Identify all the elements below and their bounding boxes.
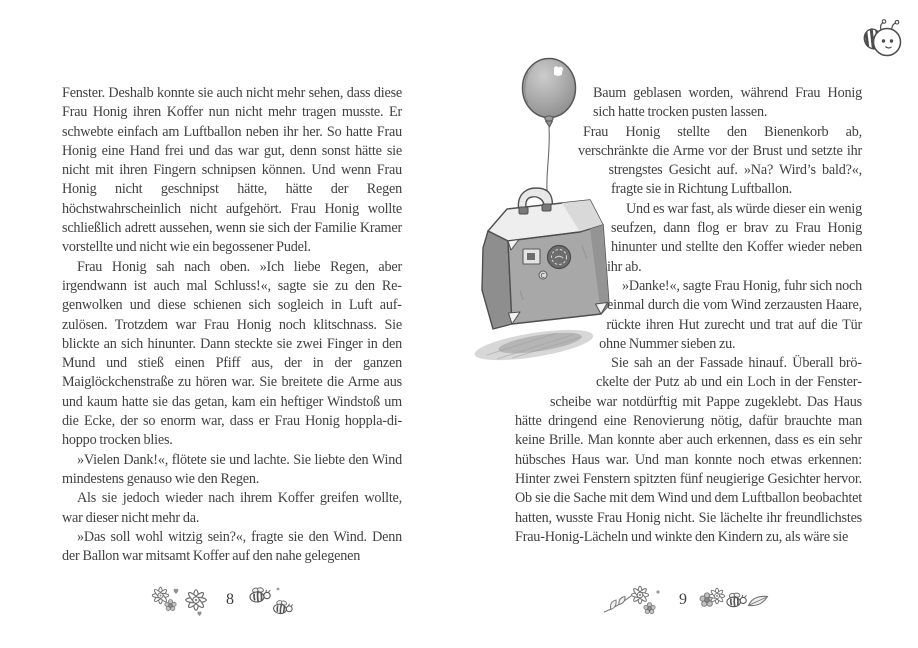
dot-icon xyxy=(656,590,659,593)
paragraph: »Vielen Dank!«, flötete sie und lachte. Sie liebte den Wind mindestens genauso wie den Regen. xyxy=(62,451,402,487)
page-number-right: 9 xyxy=(679,591,687,608)
flowers-bee-leaf-decoration xyxy=(699,582,771,618)
bee-icon xyxy=(250,587,271,602)
left-page-text xyxy=(62,84,402,566)
paragraph: »Danke!«, sagte Frau Honig, fuhr sich noch einmal durch die vom Wind zerzausten Haare, rückte ihren Hut zurecht und trat auf die Tür ohne Nummer sieben zu. xyxy=(599,277,862,352)
paragraph: Und es war fast, als würde dieser ein wenig seufzen, dann flog er brav zu Frau Honig hinunter und stellte den Koffer wieder neben ihr ab. xyxy=(607,200,862,275)
daisy-flower-icon xyxy=(709,588,725,604)
dot-icon xyxy=(277,588,280,591)
sprig-flowers-decoration xyxy=(603,582,667,618)
right-page-text xyxy=(515,84,862,547)
leaf-icon xyxy=(749,596,768,605)
small-flower-icon xyxy=(644,603,655,614)
paragraph: Fenster. Deshalb konnte sie auch nicht mehr sehen, dass diese Frau Honig ihren Koffer nun nicht mehr tragen musste. Er schwebte einfach am Luftballon neben ihr her. So hatte Frau Honig eine Hand frei und das war gut, denn sonst hätte sie nicht mit ihren Fingern schnipsen können. Und wenn Frau Honig nicht geschnipst hätte, hätte der Regen höchstwahrscheinlich nicht aufgehört. Frau Honig wollte schließlich adrett aussehen, wenn sie sich der Familie Kramer vorstellte und nicht wie ein begossener Pudel. xyxy=(62,85,402,256)
bee-icon xyxy=(727,593,747,607)
page-number-left: 8 xyxy=(226,591,234,608)
bees-decoration xyxy=(246,582,298,618)
leaf-sprig-icon xyxy=(604,596,631,612)
paragraph: Sie sah an der Fassade hinauf. Überall bröckelte der Putz ab und ein Loch in der Fensterscheibe war notdürftig mit Pappe zugeklebt. Das Haus hätte dringend eine Renovierung nötig, dafür brauchte man keine Brille. Man konnte aber auch erkennen, dass es ein sehr hübsches Haus war. Und man konnte noch etwas erkennen: Hinter zwei Fenstern spitzten fünf neugierige Gesichter hervor. Ob sie die Sache mit dem Wind und dem Luftballon beobachtet hatten, wusste Frau Honig nicht. Sie lächelte ihr freundlichstes Frau-Honig-Lächeln und winkte den Kindern zu, als wäre sie xyxy=(515,355,862,545)
paragraph: Frau Honig stellte den Bienenkorb ab, verschränkte die Arme vor der Brust und setzte ihr strengstes Gesicht auf. »Na? Wird’s bald?«, fragte sie in Richtung Luftballon. xyxy=(578,123,862,198)
bee-icon xyxy=(273,599,293,615)
daisy-flower-icon xyxy=(186,590,206,610)
bee-face-icon xyxy=(860,16,906,62)
heart-icon xyxy=(197,612,201,616)
paragraph: Frau Honig sah nach oben. »Ich liebe Regen, aber irgendwann ist auch mal Schluss!«, sagte sie zu den Regenwolken und diese schienen sich sogleich in Luft aufzulösen. Trotzdem war Frau Honig noch klitschnass. Sie blickte an sich hinunter. Dann steckte sie zwei Finger in den Mund und stieß einen Pfiff aus, der in der ganzen Maiglöckchenstraße zu hören war. Sie breitete die Arme aus und kaum hatte sie das getan, kam ein heftiger Windstoß um die Ecke, der so enorm war, dass er Frau Honig hoppla-di-hoppo trocken blies. xyxy=(62,258,402,449)
left-page-footer xyxy=(150,582,298,618)
flowers-hearts-decoration xyxy=(150,582,214,618)
paragraph: Baum geblasen worden, während Frau Honig sich hatte trocken pusten lassen. xyxy=(593,85,862,121)
daisy-flower-icon xyxy=(631,586,648,603)
right-page-footer xyxy=(603,582,771,618)
paragraph: »Das soll wohl witzig sein?«, fragte sie den Wind. Denn der Ballon war mitsamt Koffer auf den nahe gelegenen xyxy=(62,528,402,565)
heart-icon xyxy=(174,589,179,594)
daisy-flower-icon xyxy=(152,587,168,603)
paragraph: Als sie jedoch wieder nach ihrem Koffer greifen wollte, war dieser nicht mehr da. xyxy=(62,490,402,526)
